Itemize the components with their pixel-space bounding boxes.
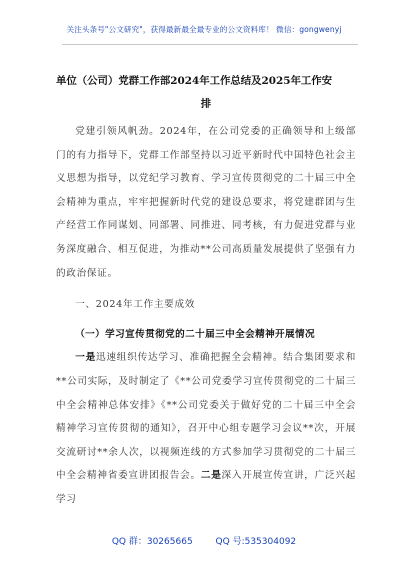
footer-contact xyxy=(0,534,408,547)
qq-group: QQ 群：30265665 xyxy=(111,537,193,547)
intro-paragraph: 党建引领风帆劲。2024年，在公司党委的正确领导和上级部门的有力指导下，党群工作部坚持以习近平新时代中国特色社会主义思想为指导，以党纪学习教育、学习宣传贯彻党的二十届三中全会精神为重点，牢牢把握新时代党的建设总要求，将党建群团与生产经营工作同谋划、同部署、同推进、同考核，有力促进党群与业务深度融合、相互促进，为推动**公司高质量发展提供了坚强有力的政治保证。 xyxy=(56,126,356,279)
paragraph-lead-1: 一是 xyxy=(75,352,96,364)
subsection-heading: （一）学习宣传贯彻党的二十届三中全会精神开展情况 xyxy=(75,328,316,340)
title-line-1: 单位（公司）党群工作部2024年工作总结及2025年工作安 xyxy=(56,75,333,87)
title-line-2: 排 xyxy=(200,98,212,110)
paragraph-lead-2: 二是 xyxy=(200,470,222,482)
header-notice: 关注头条号"公文研究"，获得最新最全最专业的公文资料库！ 微信：gongwenyj xyxy=(66,25,342,34)
body-paragraph xyxy=(56,346,356,511)
header-divider xyxy=(62,44,358,45)
paragraph-text-1: 迅速组织传达学习、准确把握全会精神。结合集团要求和**公司实际，及时制定了《**公司党委学习宣传贯彻党的二十届三中全会精神总体安排》《**公司党委关于做好党的二十届三中全会精神学习宣传贯彻的通知》，召开中心组专题学习会议**次，开展交流研讨**余人次，以视频连线的方式参加学习贯彻党的二十届三中全会精神省委宣讲团报告会。 xyxy=(56,352,356,482)
qq-number: QQ 号:535304092 xyxy=(215,537,297,547)
section-heading: 一、2024年工作主要成效 xyxy=(75,299,196,311)
document-title xyxy=(56,70,356,116)
paragraph-text-2: 深入开展宣传宣讲，广泛兴起学习 xyxy=(56,470,356,505)
document-body xyxy=(56,120,356,512)
